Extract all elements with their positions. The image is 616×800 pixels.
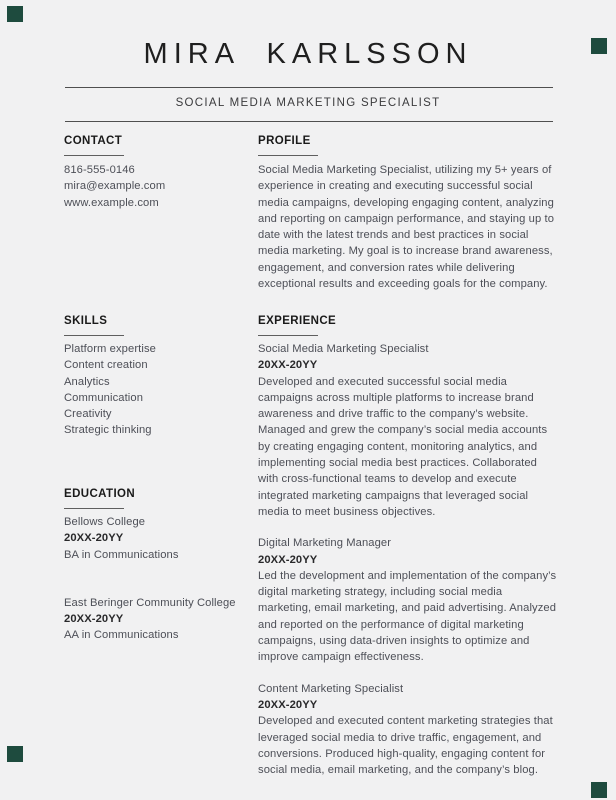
- job-title: Social Media Marketing Specialist: [258, 343, 429, 355]
- skill-item: Communication: [64, 391, 144, 404]
- education-dates: 20XX-20YY: [64, 532, 124, 545]
- header-rule-top: [65, 87, 553, 88]
- corner-accent-square-bottom-left: [7, 746, 23, 762]
- education-section: [64, 488, 240, 644]
- candidate-job-title: SOCIAL MEDIA MARKETING SPECIALIST: [175, 97, 441, 109]
- school-name: East Beringer Community College: [64, 596, 236, 609]
- job-title: Content Marketing Specialist: [258, 682, 404, 695]
- skills-heading: SKILLS: [64, 315, 108, 327]
- education-heading: EDUCATION: [64, 488, 136, 500]
- contact-website: www.example.com: [64, 196, 159, 209]
- skill-item: Strategic thinking: [64, 424, 152, 437]
- contact-email: mira@example.com: [64, 180, 166, 193]
- job-dates: 20XX-20YY: [258, 698, 318, 711]
- skill-item: Platform expertise: [64, 343, 156, 355]
- skills-heading-underline: [64, 335, 124, 336]
- experience-section: [258, 315, 557, 778]
- corner-accent-square-top-left: [7, 6, 23, 22]
- job-dates: 20XX-20YY: [258, 553, 318, 566]
- contact-heading: CONTACT: [64, 135, 123, 147]
- skill-item: Creativity: [64, 408, 112, 421]
- degree-name: AA in Communications: [64, 629, 179, 642]
- education-heading-underline: [64, 508, 124, 509]
- profile-text: Social Media Marketing Specialist, utilizing my 5+ years of experience in creating and executing successful social media campaigns, developing engaging content, analyzing and reporting on campaign performance, and staying up to date with the latest trends and best practices in social media marketing. My goal is to increase brand awareness, engagement, and conversion rates while delivering exceptional results and exceeding goals for the company.: [258, 164, 555, 291]
- school-name: Bellows College: [64, 516, 146, 528]
- contact-phone: 816-555-0146: [64, 164, 135, 176]
- candidate-name: MIRA KARLSSON: [143, 38, 473, 70]
- experience-heading: EXPERIENCE: [258, 315, 337, 327]
- profile-heading: PROFILE: [258, 135, 311, 147]
- skill-item: Analytics: [64, 375, 110, 388]
- education-entry: [64, 595, 240, 644]
- job-title: Digital Marketing Manager: [258, 537, 392, 550]
- contact-section: [64, 135, 236, 211]
- profile-section: [258, 135, 557, 292]
- education-dates: 20XX-20YY: [64, 613, 124, 626]
- experience-job: [258, 681, 557, 779]
- job-description: Developed and executed content marketing strategies that leveraged social media to drive traffic, engagement, and conversions. Produced high-quality, engaging content for social media, email marketing, and the company’s blog.: [258, 715, 553, 777]
- education-entry: [64, 514, 240, 563]
- skill-item: Content creation: [64, 359, 148, 372]
- corner-accent-square-bottom-right: [591, 782, 607, 798]
- job-dates: 20XX-20YY: [258, 359, 318, 372]
- profile-heading-underline: [258, 155, 318, 156]
- job-description: Led the development and implementation of the company’s digital marketing strategy, including social media marketing, email marketing, and paid advertising. Analyzed and reported on the performance of digital marketing campaigns, using data-driven insights to optimize and improve campaign effectiveness.: [258, 569, 557, 664]
- header-rule-bottom: [65, 121, 553, 122]
- experience-job: [258, 341, 557, 520]
- contact-list: [64, 162, 236, 211]
- experience-job: [258, 535, 557, 665]
- skills-section: [64, 315, 236, 439]
- experience-heading-underline: [258, 335, 318, 336]
- job-description: Developed and executed successful social media campaigns across multiple platforms to increase brand awareness and drive traffic to the company’s website. Managed and grew the company’s social media accounts by creating engaging content, monitoring analytics, and implementing social media best practices. Collaborated with cross-functional teams to develop and execute integrated marketing campaigns that leveraged social media to meet business objectives.: [258, 375, 548, 518]
- contact-heading-underline: [64, 155, 124, 156]
- degree-name: BA in Communications: [64, 548, 179, 561]
- skills-list: [64, 341, 236, 439]
